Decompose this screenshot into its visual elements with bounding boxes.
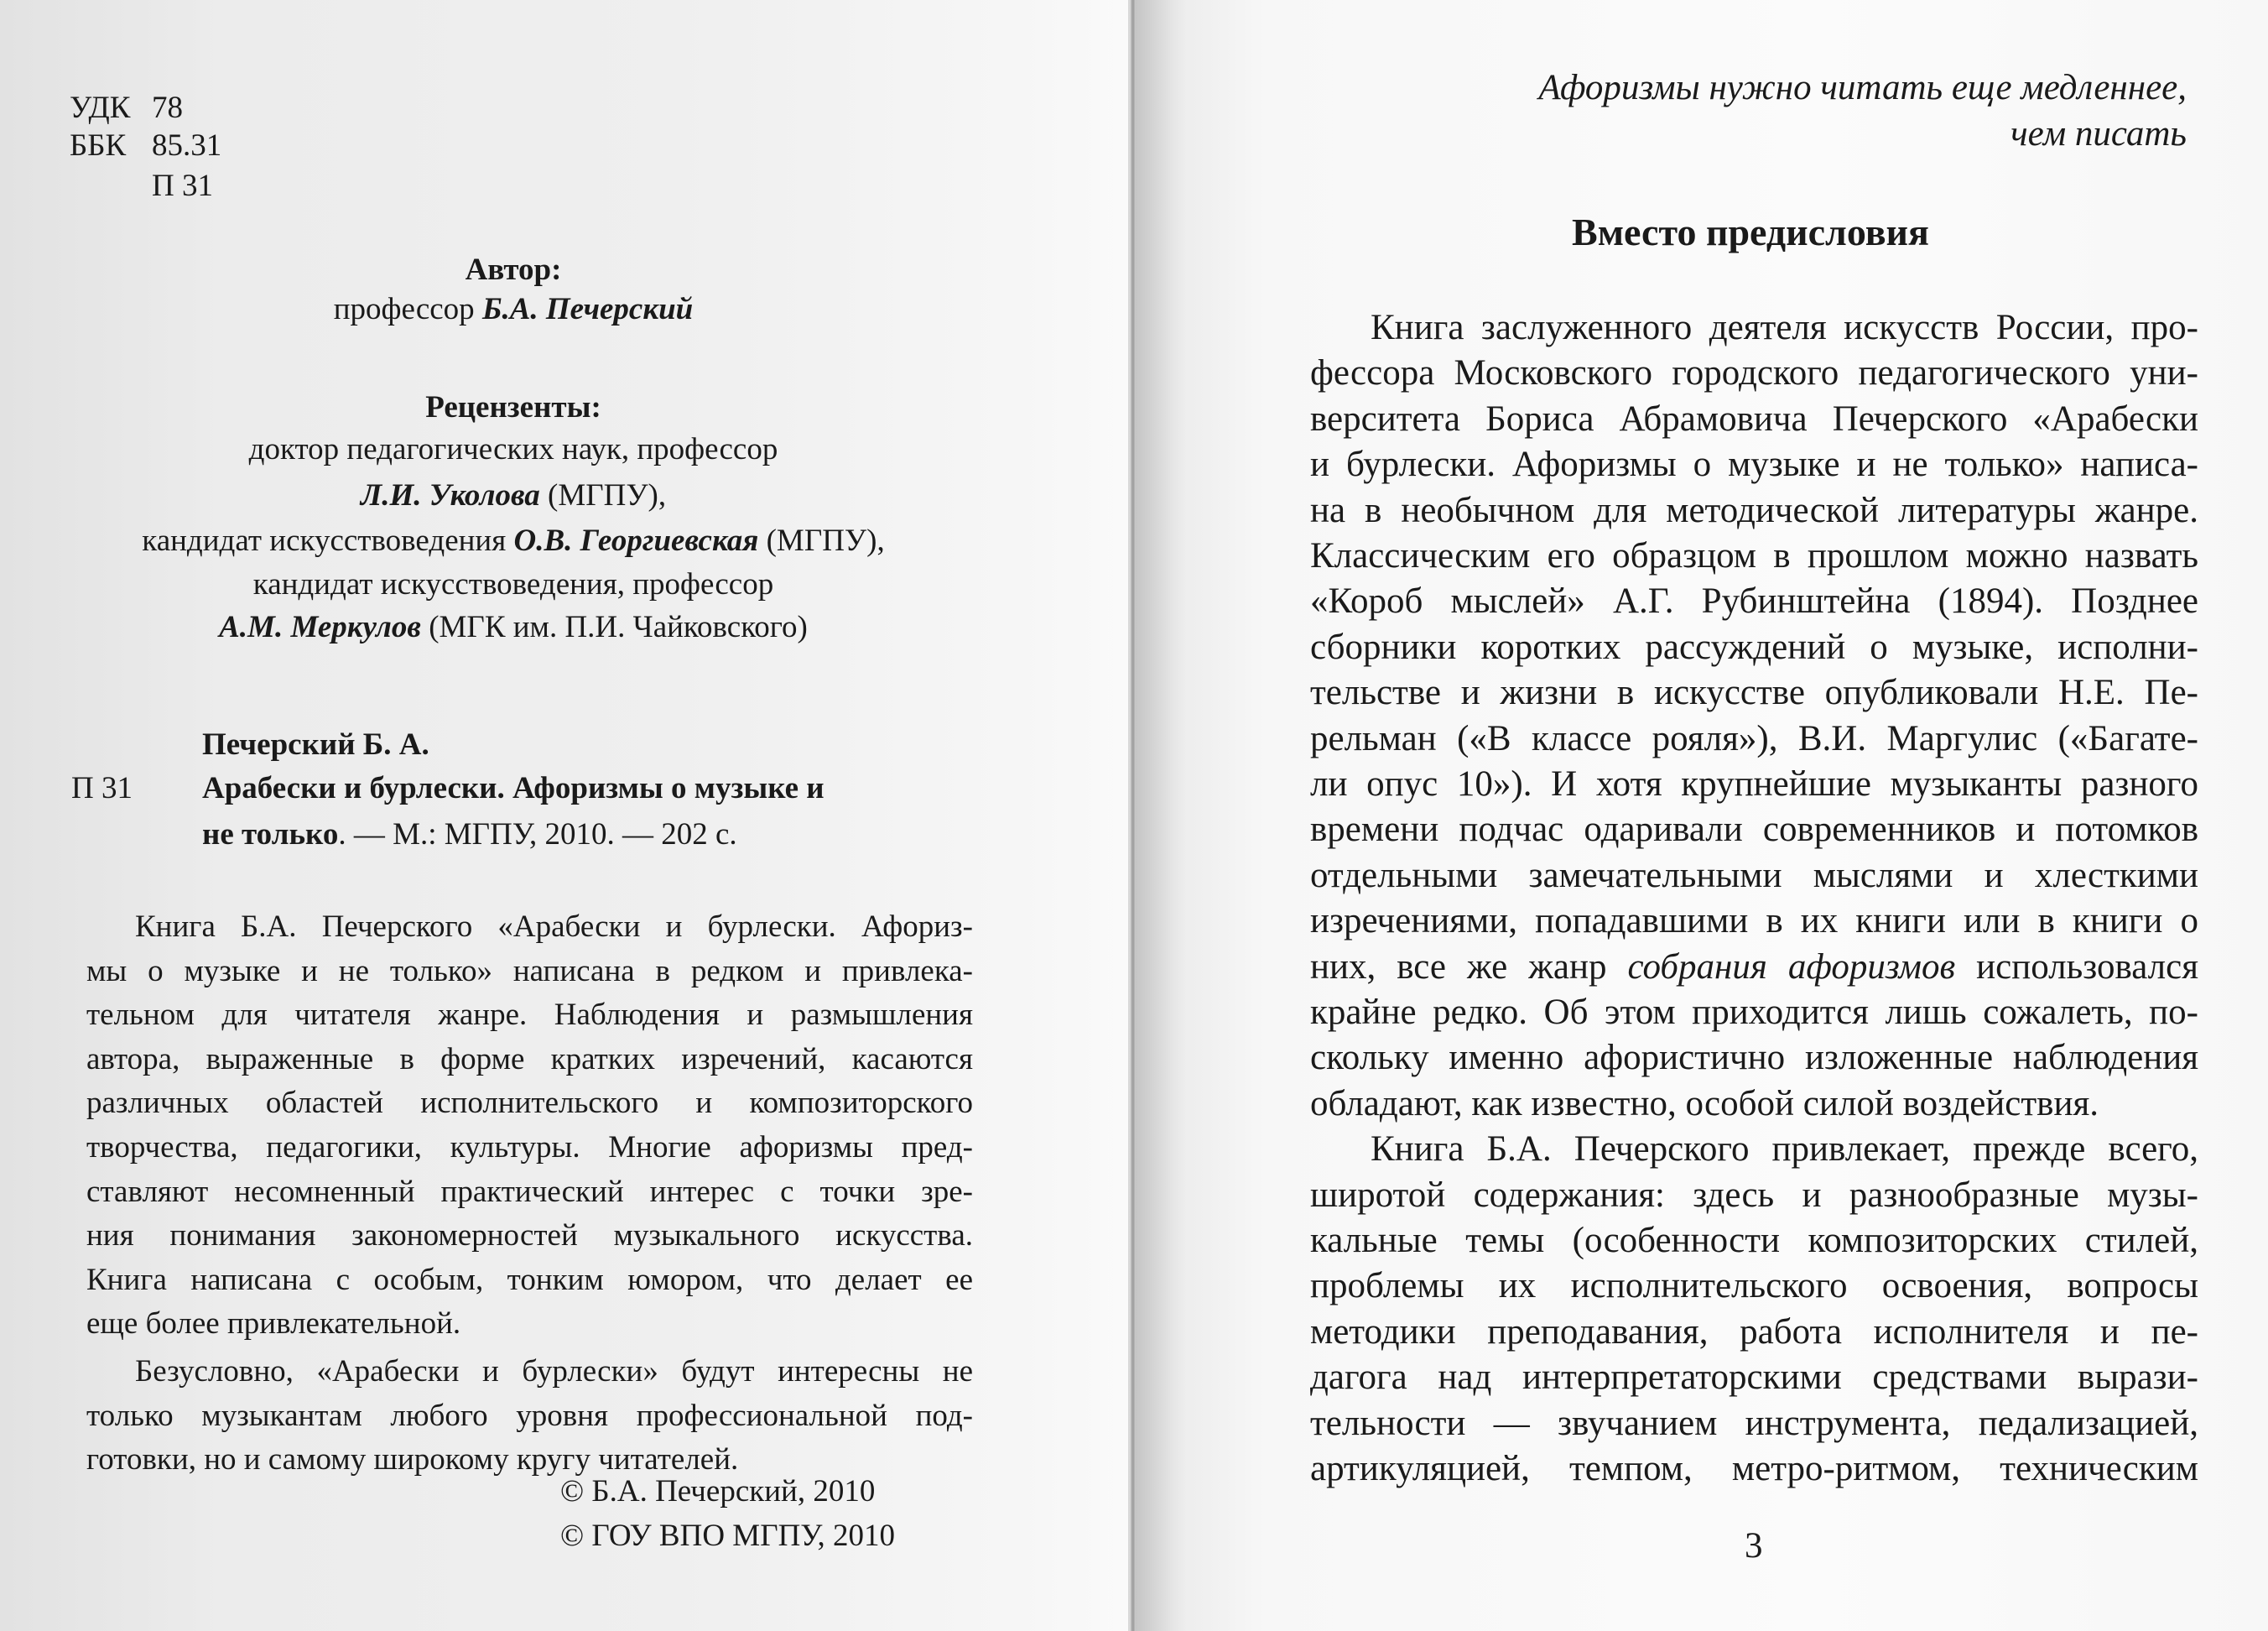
annotation-line: тельном для читателя жанре. Наблюдения и размышления — [86, 998, 973, 1032]
foreword-line: времени подчас одаривали современников и потомков — [1310, 810, 2198, 849]
udk-label: УДК — [70, 91, 131, 125]
annotation-line: готовки, но и самому широкому кругу читателей. — [86, 1442, 739, 1477]
reviewer-line-5 — [94, 608, 933, 647]
foreword-line: тельстве и жизни в искусстве опубликовали Н.Е. Пе- — [1310, 673, 2198, 712]
reviewer-name: Л.И. Уколова — [360, 478, 540, 513]
copyright-publisher: © ГОУ ВПО МГПУ, 2010 — [560, 1519, 895, 1553]
udk-value: 78 — [152, 91, 183, 125]
reviewer-affiliation: (МГПУ), — [758, 524, 885, 558]
reviewer-name: А.М. Меркулов — [219, 610, 421, 644]
catalog-title-end: не только — [202, 817, 339, 852]
foreword-text-run: них, все же жанр — [1310, 947, 1628, 987]
reviewers-heading: Рецензенты: — [425, 390, 601, 425]
catalog-author: Печерский Б. А. — [202, 727, 429, 762]
reviewer-name: О.В. Георгиевская — [513, 524, 759, 558]
foreword-line: верситета Бориса Абрамовича Печерского «Арабески — [1310, 399, 2198, 439]
foreword-line: Классическим его образцом в прошлом можно назвать — [1310, 536, 2198, 576]
foreword-line: отдельными замечательными мыслями и хлесткими — [1310, 856, 2198, 895]
annotation-line: автора, выраженные в форме кратких изречений, касаются — [86, 1042, 973, 1076]
author-mark: П 31 — [152, 169, 213, 203]
foreword-line — [1310, 948, 2198, 987]
foreword-line: крайне редко. Об этом приходится лишь сожалеть, по- — [1310, 993, 2198, 1032]
reviewer-line-2 — [94, 477, 933, 515]
foreword-line: кальные темы (особенности композиторских стилей, — [1310, 1221, 2198, 1260]
epigraph-line-1: Афоризмы нужно читать еще медленнее, — [1538, 68, 2187, 107]
annotation-line: только музыкантам любого уровня профессиональной под- — [86, 1399, 973, 1433]
foreword-line: скольку именно афористично изложенные наблюдения — [1310, 1038, 2198, 1077]
foreword-line: на в необычном для методической литературы жанре. — [1310, 491, 2198, 530]
catalog-title-line1: Арабески и бурлески. Афоризмы о музыке и — [202, 771, 824, 805]
foreword-line: изречениями, попадавшими в их книги или в книги о — [1310, 901, 2198, 941]
reviewer-affiliation: (МГК им. П.И. Чайковского) — [420, 610, 808, 644]
foreword-text-run: использовался — [1955, 947, 2198, 987]
gutter-shadow — [1136, 0, 1186, 1631]
reviewer-line-4: кандидат искусствоведения, профессор — [252, 567, 774, 602]
foreword-line: широтой содержания: здесь и разнообразные музы- — [1310, 1175, 2198, 1215]
annotation-line: Книга Б.А. Печерского «Арабески и бурлески. Афориз- — [135, 909, 973, 944]
annotation-line: Безусловно, «Арабески и бурлески» будут интересны не — [135, 1354, 973, 1389]
foreword-line: Книга заслуженного деятеля искусств России, про- — [1371, 308, 2198, 347]
author-line — [178, 290, 849, 329]
bbk-label: ББК — [70, 128, 127, 163]
reviewer-degree: кандидат искусствоведения — [142, 524, 514, 558]
reviewer-affiliation: (МГПУ), — [539, 478, 667, 513]
foreword-line: Книга Б.А. Печерского привлекает, прежде всего, — [1371, 1129, 2198, 1169]
epigraph-line-2: чем писать — [2011, 114, 2187, 154]
catalog-imprint: . — М.: МГПУ, 2010. — 202 с. — [338, 817, 737, 852]
foreword-line: методики преподавания, работа исполнителя и пе- — [1310, 1312, 2198, 1352]
reviewer-line-1: доктор педагогических наук, профессор — [248, 432, 778, 466]
foreword-line: и бурлески. Афоризмы о музыке и не только» написа- — [1310, 445, 2198, 484]
foreword-line: сборники коротких рассуждений о музыке, исполни- — [1310, 628, 2198, 667]
page-number: 3 — [1745, 1526, 1763, 1566]
author-heading: Автор: — [465, 253, 562, 287]
foreword-emphasis: собрания афоризмов — [1627, 947, 1956, 987]
foreword-line: тельности — звучанием инструмента, педализацией, — [1310, 1404, 2198, 1443]
foreword-line: ли опус 10»). И хотя крупнейшие музыканты разного — [1310, 764, 2198, 804]
foreword-line: «Короб мыслей» А.Г. Рубинштейна (1894). Позднее — [1310, 581, 2198, 621]
annotation-line: еще более привлекательной. — [86, 1306, 461, 1341]
section-heading: Вместо предисловия — [1572, 211, 1929, 253]
author-name: Б.А. Печерский — [481, 292, 694, 326]
annotation-line: мы о музыке и не только» написана в редком и привлека- — [86, 954, 973, 988]
reviewer-line-3 — [52, 522, 975, 560]
foreword-line: проблемы их исполнительского освоения, вопросы — [1310, 1266, 2198, 1305]
foreword-line: фессора Московского городского педагогического уни- — [1310, 353, 2198, 393]
foreword-line: обладают, как известно, особой силой воздействия. — [1310, 1084, 2099, 1123]
annotation-line: Книга написана с особым, тонким юмором, что делает ее — [86, 1263, 973, 1297]
annotation-line: различных областей исполнительского и композиторского — [86, 1086, 973, 1120]
bbk-value: 85.31 — [152, 128, 222, 163]
foreword-line: артикуляцией, темпом, метро-ритмом, техническим — [1310, 1449, 2198, 1488]
annotation-line: ставляют несомненный практический интерес с точки зре- — [86, 1175, 973, 1209]
foreword-line: рельман («В классе рояля»), В.И. Маргулис («Багате- — [1310, 719, 2198, 758]
foreword-line: дагога над интерпретаторскими средствами вырази- — [1310, 1357, 2198, 1397]
left-page — [0, 0, 1128, 1631]
annotation-line: ния понимания закономерностей музыкального искусства. — [86, 1218, 973, 1253]
annotation-line: творчества, педагогики, культуры. Многие афоризмы пред- — [86, 1130, 973, 1165]
right-page — [1128, 0, 2268, 1631]
catalog-code: П 31 — [71, 771, 133, 805]
author-prefix: профессор — [333, 292, 475, 326]
copyright-author: © Б.А. Печерский, 2010 — [560, 1474, 876, 1509]
catalog-title-line2 — [202, 816, 737, 854]
